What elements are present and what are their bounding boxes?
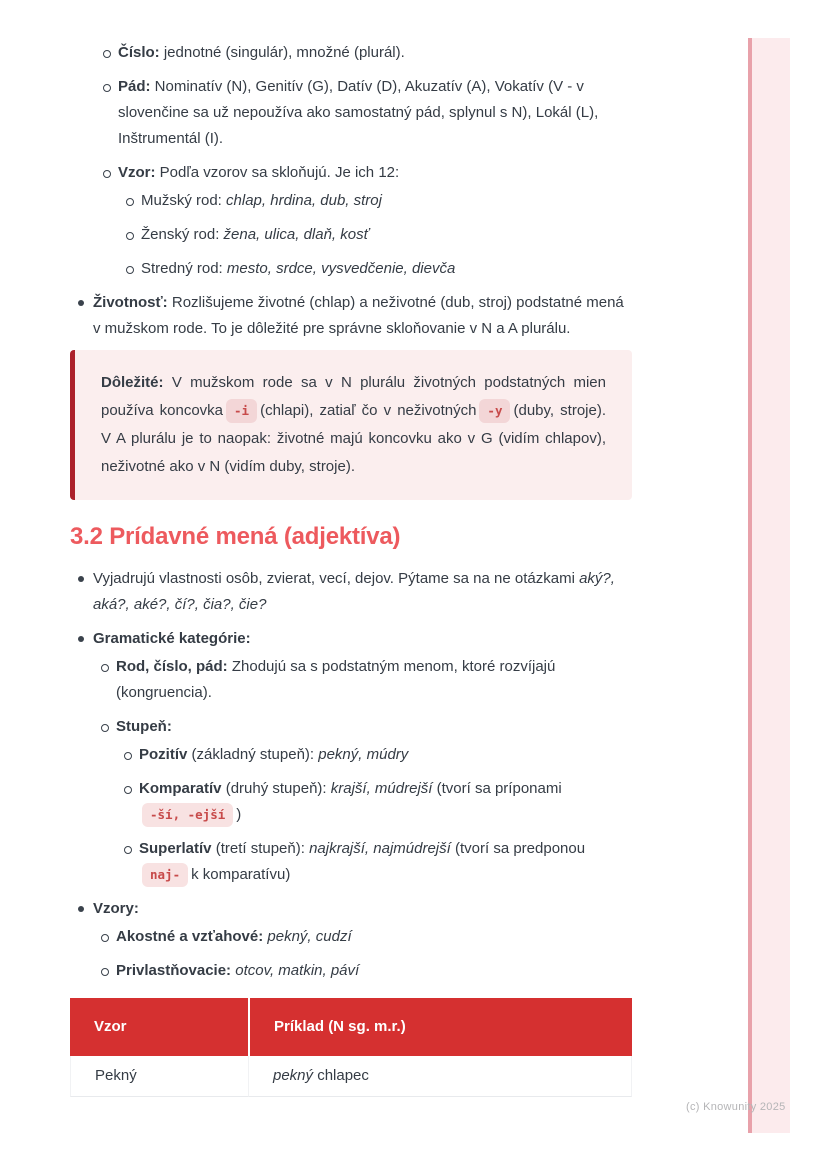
list-item-vzor-text: Vzor: Podľa vzorov sa skloňujú. Je ich 12: <box>118 164 400 181</box>
list-item-akostne: Akostné a vzťahové: pekný, cudzí <box>93 924 632 950</box>
degrees-list <box>116 742 632 888</box>
table-cell-vzor: Pekný <box>70 1056 248 1097</box>
gramaticke-kategorie-label: Gramatické kategórie: <box>93 630 251 647</box>
page-edge-highlight <box>748 38 790 1133</box>
list-item-komparativ: Komparatív (druhý stupeň): krajší, múdrejší (tvorí sa príponami-ší, -ejší ) <box>116 776 632 828</box>
list-item-vzory <box>70 896 632 984</box>
adjective-categories-list <box>93 654 632 888</box>
adjective-patterns-list <box>93 924 632 984</box>
noun-categories-list <box>95 40 632 282</box>
list-item-stredny-rod: Stredný rod: mesto, srdce, vysvedčenie, dievča <box>118 256 632 282</box>
stupen-label: Stupeň: <box>116 718 172 735</box>
adjectives-list <box>70 566 632 984</box>
list-item-stupen <box>93 714 632 888</box>
gender-patterns-list <box>118 188 632 282</box>
table-cell-priklad: pekný chlapec <box>248 1056 632 1097</box>
table-header-vzor: Vzor <box>70 998 248 1056</box>
dolezite-callout <box>70 350 632 500</box>
zivotnost-list <box>70 290 632 342</box>
table-header-row <box>70 998 632 1056</box>
list-item-vyjadruju: Vyjadrujú vlastnosti osôb, zvierat, vecí, dejov. Pýtame sa na ne otázkami aký?, aká?, aké?, čí?, čia?, čie? <box>70 566 632 618</box>
vzor-table <box>70 998 632 1097</box>
list-item-vzor <box>95 160 632 282</box>
list-item-superlativ: Superlatív (tretí stupeň): najkrajší, najmúdrejší (tvorí sa predponounaj- k komparatívu) <box>116 836 632 888</box>
list-item-zivotnost: Životnosť: Rozlišujeme životné (chlap) a neživotné (dub, stroj) podstatné mená v mužskom rode. To je dôležité pre správne skloňovanie v N a A plurálu. <box>70 290 632 342</box>
list-item-rod-cislo-pad: Rod, číslo, pád: Zhodujú sa s podstatným menom, ktoré rozvíjajú (kongruencia). <box>93 654 632 706</box>
table-header-priklad: Príklad (N sg. m.r.) <box>248 998 632 1056</box>
list-item-cislo: Číslo: jednotné (singulár), množné (plurál). <box>95 40 632 66</box>
list-item-privlastnovacie: Privlastňovacie: otcov, matkin, páví <box>93 958 632 984</box>
list-item-muzsky-rod: Mužský rod: chlap, hrdina, dub, stroj <box>118 188 632 214</box>
watermark: (c) Knowunity 2025 <box>686 1101 786 1113</box>
list-item-pozitiv: Pozitív (základný stupeň): pekný, múdry <box>116 742 632 768</box>
document-content <box>70 40 632 1097</box>
list-item-zensky-rod: Ženský rod: žena, ulica, dlaň, kosť <box>118 222 632 248</box>
list-item-gramaticke-kategorie <box>70 626 632 888</box>
section-heading: 3.2 Prídavné mená (adjektíva) <box>70 523 401 550</box>
vzory-label: Vzory: <box>93 900 139 917</box>
callout-text: Dôležité: V mužskom rode sa v N plurálu životných podstatných mien používa koncovka -i (chlapi), zatiaľ čo v neživotných -y (duby, stroje). V A plurálu je to naopak: životné majú koncovku ako v G (vidím chlapov), neživotné ako v N (vidím duby, stroje). <box>101 374 606 475</box>
table-row <box>70 1056 632 1097</box>
list-item-pad: Pád: Nominatív (N), Genitív (G), Datív (D), Akuzatív (A), Vokatív (V - v slovenčine sa už nepoužíva ako samostatný pád, splynul s N), Lokál (L), Inštrumentál (I). <box>95 74 632 152</box>
